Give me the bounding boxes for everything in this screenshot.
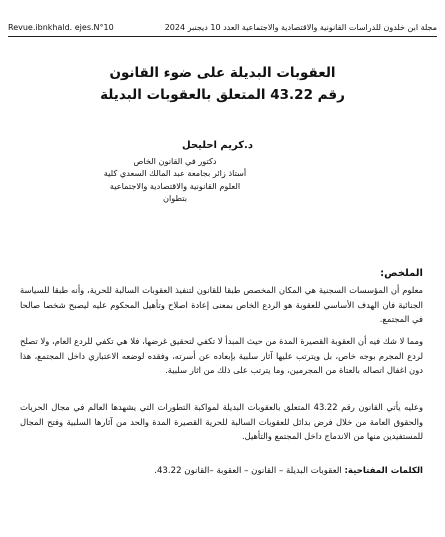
author-affiliation-line: أستاذ زائر بجامعة عبد المالك السعدي كلية: [103, 168, 247, 178]
author-affiliation-line: دكتور في القانون الخاص: [133, 155, 217, 166]
journal-site: Revue.ibnkhald. ejes.N°10: [8, 23, 114, 32]
article-title-line-2: رقم 43.22 المتعلق بالعقوبات البديلة: [100, 87, 345, 103]
keywords-value: العقوبات البديلة – القانون – العقوبة –القانون 43.22.: [154, 466, 342, 476]
author-affiliation-line: بتطوان: [163, 193, 187, 203]
abstract-paragraph: معلوم أن المؤسسات السجنية هي المكان المخصص طبقا للقانون لتنفيذ العقوبات السالبة للحرية، وأنه طبقا للسياسة الجنائية فان الهدف الأساسي للعقوبة هو الردع الخاص بمعنى إعادة اصلاح وتأهيل المحكوم عليه ليصبح شخصا صالحا في المجتمع.: [20, 285, 423, 324]
keywords: [20, 466, 423, 476]
author-affiliation-line: العلوم القانونية والاقتصادية والاجتماعية: [109, 180, 241, 191]
abstract-paragraph: ومما لا شك فيه أن العقوبة القصيرة المدة من حيث المبدأ لا تكفي لتحقيق غرضها، فلا هي تكفي للردع العام، ولا تصلح لردع المجرم بوجه خاص، بل ويترتب عليها آثار سلبية بإبعاده عن أسرته، وفقده لوضعه الاعتباري داخل المجتمع، هذا دون اغفال اتصاله بالعتاة من المجرمين، وما يترتب على ذلك من اثار سلبية.: [20, 336, 423, 375]
journal-header: [8, 22, 437, 37]
author-name: د.كريم احليحل: [182, 140, 253, 151]
article-title-line-1: العقوبات البديلة على ضوء القانون: [109, 65, 336, 81]
author-block: [75, 140, 275, 205]
keywords-label: الكلمات المفتاحية:: [344, 466, 423, 476]
abstract-paragraph: وعليه يأتي القانون رقم 43.22 المتعلق بالعقوبات البديلة لمواكبة التطورات التي يشهدها العالم في مجال الحريات والحقوق العامة من خلال فرض بدائل للعقوبات السالبة للحرية القصيرة المدة والحد من آثارها السلبية وفتح المجال للمستفيدين منها من الاندماج داخل المجتمع والتأهيل.: [20, 402, 423, 441]
journal-title: مجلة ابن خلدون للدراسات القانونية والاقتصادية والاجتماعية العدد 10 ديجنبر 2024: [164, 23, 437, 32]
abstract-heading: الملخص:: [380, 268, 423, 279]
